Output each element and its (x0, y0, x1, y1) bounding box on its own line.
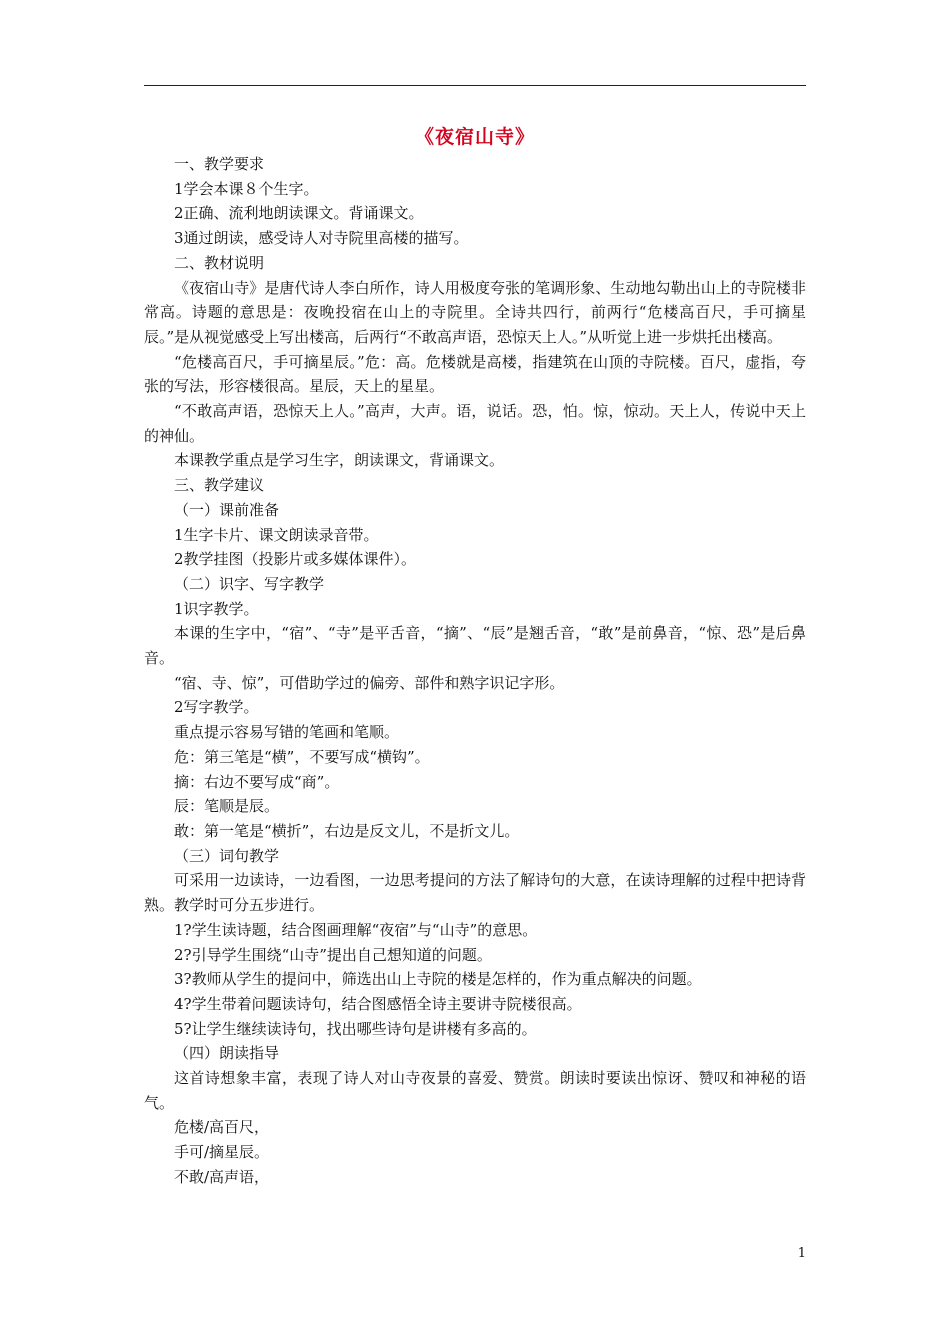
list-item: 2正确、流利地朗读课文。背诵课文。 (174, 204, 424, 223)
section-heading: 三、教学建议 (174, 476, 265, 495)
poem-line: 手可/摘星辰。 (174, 1143, 270, 1162)
paragraph: 危：第三笔是“横”，不要写成“横钩”。 (174, 747, 430, 766)
paragraph: “危楼高百尺，手可摘星辰。”危：高。危楼就是高楼，指建筑在山顶的寺院楼。百尺，虚指，夸张的写法，形容楼很高。星辰，天上的星星。 (144, 352, 806, 396)
list-item: 2?引导学生围绕“山寺”提出自己想知道的问题。 (174, 945, 492, 964)
list-item: 5?让学生继续读诗句，找出哪些诗句是讲楼有多高的。 (174, 1019, 537, 1038)
paragraph: 辰：笔顺是辰。 (174, 797, 280, 816)
list-item: 2教学挂图（投影片或多媒体课件）。 (174, 550, 417, 569)
list-item: 1生字卡片、课文朗读录音带。 (174, 525, 379, 544)
section-heading: 二、教材说明 (174, 253, 265, 272)
paragraph: 这首诗想象丰富，表现了诗人对山寺夜景的喜爱、赞赏。朗读时要读出惊讶、赞叹和神秘的语气。 (144, 1069, 806, 1112)
list-item: 3?教师从学生的提问中，筛选出山上寺院的楼是怎样的，作为重点解决的问题。 (174, 970, 702, 989)
paragraph: 《夜宿山寺》是唐代诗人李白所作，诗人用极度夸张的笔调形象、生动地勾勒出山上的寺院楼非常高。诗题的意思是：夜晚投宿在山上的寺院里。全诗共四行，前两行“危楼高百尺，手可摘星辰。”是从视觉感受上写出楼高，后两行“不敢高声语，恐惊天上人。”从听觉上进一步烘托出楼高。 (144, 278, 806, 346)
document-body (144, 122, 806, 1190)
section-heading: 一、教学要求 (174, 155, 265, 173)
poem-line: 危楼/高百尺， (174, 1118, 270, 1137)
subsection-heading: （三）词句教学 (174, 846, 280, 865)
paragraph: “不敢高声语，恐惊天上人。”高声，大声。语，说话。恐，怕。惊，惊动。天上人，传说中天上的神仙。 (144, 402, 806, 445)
paragraph: “宿、寺、惊”，可借助学过的偏旁、部件和熟字识记字形。 (174, 673, 565, 692)
list-item: 1?学生读诗题，结合图画理解“夜宿”与“山寺”的意思。 (174, 920, 538, 939)
list-item: 1识字教学。 (174, 599, 259, 618)
subsection-heading: （二）识字、写字教学 (174, 574, 325, 593)
subsection-heading: （一）课前准备 (174, 500, 280, 519)
document-title: 《夜宿山寺》 (414, 126, 535, 148)
list-item: 2写字教学。 (174, 698, 259, 717)
paragraph: 本课教学重点是学习生字，朗读课文，背诵课文。 (174, 451, 505, 470)
page-number: 1 (797, 1246, 806, 1261)
paragraph: 可采用一边读诗，一边看图，一边思考提问的方法了解诗句的大意，在读诗理解的过程中把诗背熟。教学时可分五步进行。 (144, 871, 806, 915)
poem-line: 不敢/高声语， (174, 1167, 270, 1186)
list-item: 4?学生带着问题读诗句，结合图感悟全诗主要讲寺院楼很高。 (174, 994, 582, 1013)
list-item: 1学会本课８个生字。 (174, 179, 319, 198)
paragraph: 敢：第一笔是“横折”，右边是反文儿，不是折文儿。 (174, 821, 520, 840)
subsection-heading: （四）朗读指导 (174, 1044, 280, 1063)
list-item: 3通过朗读，感受诗人对寺院里高楼的描写。 (174, 229, 469, 248)
paragraph: 摘：右边不要写成“商”。 (174, 772, 340, 791)
paragraph: 本课的生字中，“宿”、“寺”是平舌音，“摘”、“辰”是翘舌音，“敢”是前鼻音，“惊、恐”是后鼻音。 (144, 624, 806, 668)
header-rule (144, 85, 806, 86)
paragraph: 重点提示容易写错的笔画和笔顺。 (174, 723, 400, 742)
